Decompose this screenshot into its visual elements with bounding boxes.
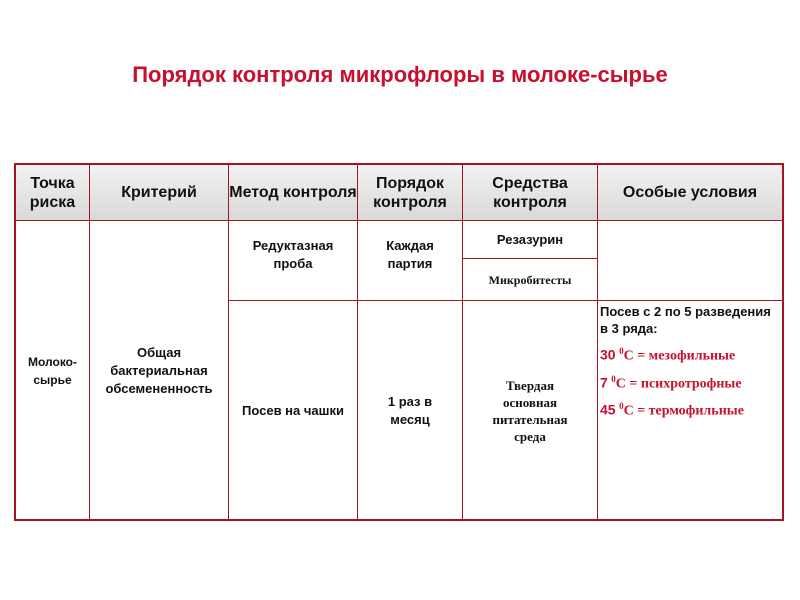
grid-line — [89, 165, 90, 521]
header-method: Метод контроля — [229, 165, 357, 220]
temp-value: 7 — [600, 374, 608, 391]
temp-text: C = мезофильные — [623, 348, 736, 364]
temp-text: C = психротрофные — [615, 376, 742, 392]
cell-means-medium: Твердая основная питательная среда — [492, 378, 568, 444]
page-title: Порядок контроля микрофлоры в молоке-сырье — [132, 62, 668, 87]
degree-mark: 0 — [619, 346, 624, 356]
cell-risk-point: Молоко-сырье — [28, 355, 77, 387]
header-criterion: Критерий — [90, 165, 228, 220]
grid-line — [357, 165, 358, 521]
header-order: Порядок контроля — [358, 165, 462, 220]
cell-order-monthly: 1 раз в месяц — [387, 394, 433, 427]
header-special: Особые условия — [598, 165, 782, 220]
temp-psychrotrophic — [600, 374, 780, 393]
temp-thermophilic — [600, 401, 780, 420]
header-means: Средства контроля — [463, 165, 597, 220]
cell-means-microtests: Микробитесты — [488, 272, 572, 287]
grid-line — [462, 165, 463, 521]
temp-mesophilic — [600, 346, 780, 365]
header-risk-point: Точка риска — [16, 165, 89, 220]
temp-value: 30 — [600, 346, 616, 363]
temp-value: 45 — [600, 401, 616, 418]
cell-method-plating: Посев на чашки — [242, 403, 344, 418]
temp-text: C = термофильные — [623, 403, 744, 419]
cell-order-each-batch: Каждая партия — [386, 238, 434, 271]
special-conditions-label: Посев с 2 по 5 разведения в 3 ряда: — [600, 304, 771, 336]
degree-mark: 0 — [611, 373, 616, 384]
cell-special-conditions — [600, 303, 780, 420]
control-table — [14, 163, 784, 521]
cell-criterion: Общая бактериальная обсемененность — [105, 345, 213, 396]
cell-means-resazurin: Резазурин — [496, 231, 564, 247]
degree-mark: 0 — [619, 401, 624, 412]
grid-line — [597, 165, 598, 521]
cell-method-reductase: Редуктазная проба — [252, 238, 334, 271]
